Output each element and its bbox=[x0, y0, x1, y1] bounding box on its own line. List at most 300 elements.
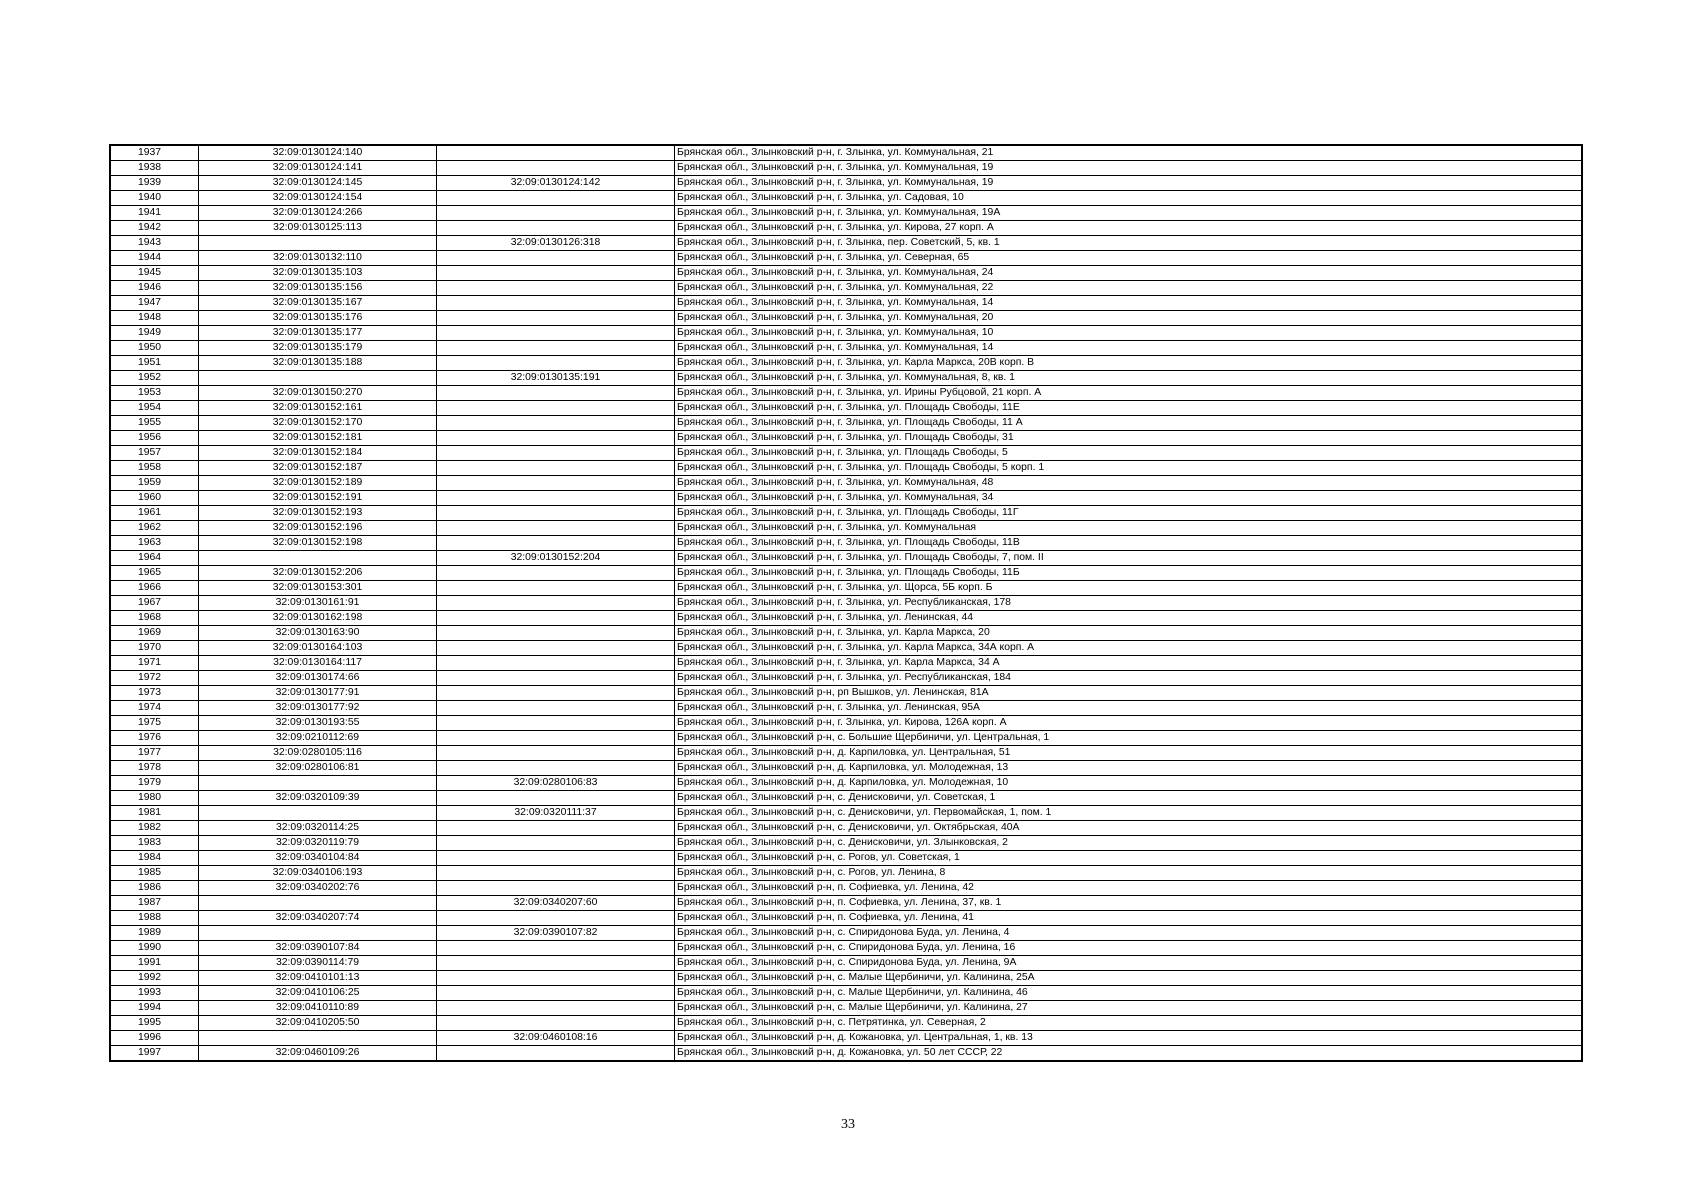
cadastral-number-cell: 32:09:0280106:81 bbox=[199, 761, 437, 776]
row-number-cell: 1953 bbox=[110, 386, 199, 401]
table-row bbox=[110, 866, 1582, 881]
address-cell: Брянская обл., Злынковский р-н, г. Злынка, ул. Площадь Свободы, 11Г bbox=[675, 506, 1583, 521]
address-cell: Брянская обл., Злынковский р-н, г. Злынка, ул. Коммунальная, 22 bbox=[675, 281, 1583, 296]
table-row bbox=[110, 236, 1582, 251]
table-row bbox=[110, 641, 1582, 656]
cadastral-number-cell: 32:09:0130152:198 bbox=[199, 536, 437, 551]
parent-cadastral-number-cell bbox=[437, 716, 675, 731]
cadastral-number-cell: 32:09:0130177:91 bbox=[199, 686, 437, 701]
cadastral-number-cell: 32:09:0130152:187 bbox=[199, 461, 437, 476]
table-row bbox=[110, 356, 1582, 371]
table-row bbox=[110, 251, 1582, 266]
cadastral-number-cell: 32:09:0130124:140 bbox=[199, 145, 437, 161]
address-cell: Брянская обл., Злынковский р-н, г. Злынка, ул. Коммунальная, 19 bbox=[675, 176, 1583, 191]
row-number-cell: 1995 bbox=[110, 1016, 199, 1031]
row-number-cell: 1986 bbox=[110, 881, 199, 896]
table-row bbox=[110, 371, 1582, 386]
row-number-cell: 1940 bbox=[110, 191, 199, 206]
row-number-cell: 1982 bbox=[110, 821, 199, 836]
cadastral-number-cell: 32:09:0130132:110 bbox=[199, 251, 437, 266]
table-row bbox=[110, 746, 1582, 761]
cadastral-number-cell: 32:09:0280105:116 bbox=[199, 746, 437, 761]
parent-cadastral-number-cell bbox=[437, 656, 675, 671]
cadastral-number-cell: 32:09:0130164:117 bbox=[199, 656, 437, 671]
cadastral-number-cell: 32:09:0130135:167 bbox=[199, 296, 437, 311]
row-number-cell: 1966 bbox=[110, 581, 199, 596]
cadastral-number-cell: 32:09:0130177:92 bbox=[199, 701, 437, 716]
parent-cadastral-number-cell bbox=[437, 266, 675, 281]
parent-cadastral-number-cell bbox=[437, 641, 675, 656]
parent-cadastral-number-cell bbox=[437, 941, 675, 956]
address-cell: Брянская обл., Злынковский р-н, д. Карпиловка, ул. Центральная, 51 bbox=[675, 746, 1583, 761]
address-cell: Брянская обл., Злынковский р-н, с. Спиридонова Буда, ул. Ленина, 16 bbox=[675, 941, 1583, 956]
parent-cadastral-number-cell bbox=[437, 881, 675, 896]
parent-cadastral-number-cell bbox=[437, 446, 675, 461]
table-row bbox=[110, 791, 1582, 806]
cadastral-number-cell: 32:09:0320114:25 bbox=[199, 821, 437, 836]
row-number-cell: 1964 bbox=[110, 551, 199, 566]
cadastral-number-cell: 32:09:0130135:156 bbox=[199, 281, 437, 296]
table-row bbox=[110, 1031, 1582, 1046]
parent-cadastral-number-cell bbox=[437, 596, 675, 611]
row-number-cell: 1973 bbox=[110, 686, 199, 701]
address-cell: Брянская обл., Злынковский р-н, г. Злынка, ул. Площадь Свободы, 11Б bbox=[675, 566, 1583, 581]
cadastral-number-cell: 32:09:0130152:191 bbox=[199, 491, 437, 506]
table-row bbox=[110, 581, 1582, 596]
address-cell: Брянская обл., Злынковский р-н, п. Софиевка, ул. Ленина, 37, кв. 1 bbox=[675, 896, 1583, 911]
parent-cadastral-number-cell bbox=[437, 701, 675, 716]
table-row bbox=[110, 956, 1582, 971]
address-cell: Брянская обл., Злынковский р-н, г. Злынка, ул. Коммунальная, 19А bbox=[675, 206, 1583, 221]
cadastral-number-cell: 32:09:0130174:66 bbox=[199, 671, 437, 686]
table-row bbox=[110, 926, 1582, 941]
cadastral-number-cell: 32:09:0130135:177 bbox=[199, 326, 437, 341]
row-number-cell: 1943 bbox=[110, 236, 199, 251]
address-cell: Брянская обл., Злынковский р-н, г. Злынка, ул. Коммунальная, 48 bbox=[675, 476, 1583, 491]
registry-table bbox=[109, 144, 1583, 1062]
row-number-cell: 1970 bbox=[110, 641, 199, 656]
row-number-cell: 1969 bbox=[110, 626, 199, 641]
cadastral-number-cell: 32:09:0410110:89 bbox=[199, 1001, 437, 1016]
row-number-cell: 1985 bbox=[110, 866, 199, 881]
row-number-cell: 1956 bbox=[110, 431, 199, 446]
parent-cadastral-number-cell bbox=[437, 341, 675, 356]
table-row bbox=[110, 986, 1582, 1001]
row-number-cell: 1968 bbox=[110, 611, 199, 626]
parent-cadastral-number-cell: 32:09:0130126:318 bbox=[437, 236, 675, 251]
parent-cadastral-number-cell bbox=[437, 686, 675, 701]
address-cell: Брянская обл., Злынковский р-н, с. Большие Щербиничи, ул. Центральная, 1 bbox=[675, 731, 1583, 746]
table-row bbox=[110, 296, 1582, 311]
parent-cadastral-number-cell bbox=[437, 251, 675, 266]
parent-cadastral-number-cell: 32:09:0130152:204 bbox=[437, 551, 675, 566]
address-cell: Брянская обл., Злынковский р-н, г. Злынка, ул. Коммунальная, 20 bbox=[675, 311, 1583, 326]
row-number-cell: 1980 bbox=[110, 791, 199, 806]
parent-cadastral-number-cell bbox=[437, 1046, 675, 1062]
row-number-cell: 1947 bbox=[110, 296, 199, 311]
parent-cadastral-number-cell bbox=[437, 461, 675, 476]
table-row bbox=[110, 341, 1582, 356]
parent-cadastral-number-cell bbox=[437, 326, 675, 341]
cadastral-number-cell: 32:09:0340106:193 bbox=[199, 866, 437, 881]
row-number-cell: 1989 bbox=[110, 926, 199, 941]
parent-cadastral-number-cell bbox=[437, 491, 675, 506]
table-row bbox=[110, 716, 1582, 731]
cadastral-number-cell: 32:09:0130152:184 bbox=[199, 446, 437, 461]
row-number-cell: 1951 bbox=[110, 356, 199, 371]
parent-cadastral-number-cell bbox=[437, 626, 675, 641]
address-cell: Брянская обл., Злынковский р-н, п. Софиевка, ул. Ленина, 41 bbox=[675, 911, 1583, 926]
cadastral-number-cell: 32:09:0410106:25 bbox=[199, 986, 437, 1001]
table-row bbox=[110, 551, 1582, 566]
row-number-cell: 1977 bbox=[110, 746, 199, 761]
address-cell: Брянская обл., Злынковский р-н, г. Злынка, пер. Советский, 5, кв. 1 bbox=[675, 236, 1583, 251]
table-row bbox=[110, 326, 1582, 341]
row-number-cell: 1979 bbox=[110, 776, 199, 791]
cadastral-number-cell bbox=[199, 776, 437, 791]
registry-table-body bbox=[110, 145, 1582, 1061]
address-cell: Брянская обл., Злынковский р-н, г. Злынка, ул. Коммунальная, 14 bbox=[675, 341, 1583, 356]
parent-cadastral-number-cell bbox=[437, 221, 675, 236]
parent-cadastral-number-cell bbox=[437, 145, 675, 161]
parent-cadastral-number-cell: 32:09:0130124:142 bbox=[437, 176, 675, 191]
table-row bbox=[110, 476, 1582, 491]
parent-cadastral-number-cell bbox=[437, 671, 675, 686]
parent-cadastral-number-cell: 32:09:0460108:16 bbox=[437, 1031, 675, 1046]
row-number-cell: 1996 bbox=[110, 1031, 199, 1046]
table-row bbox=[110, 566, 1582, 581]
row-number-cell: 1972 bbox=[110, 671, 199, 686]
table-row bbox=[110, 701, 1582, 716]
row-number-cell: 1942 bbox=[110, 221, 199, 236]
parent-cadastral-number-cell bbox=[437, 956, 675, 971]
parent-cadastral-number-cell bbox=[437, 536, 675, 551]
table-row bbox=[110, 761, 1582, 776]
address-cell: Брянская обл., Злынковский р-н, г. Злынка, ул. Коммунальная, 19 bbox=[675, 161, 1583, 176]
row-number-cell: 1950 bbox=[110, 341, 199, 356]
parent-cadastral-number-cell bbox=[437, 986, 675, 1001]
parent-cadastral-number-cell: 32:09:0390107:82 bbox=[437, 926, 675, 941]
cadastral-number-cell: 32:09:0130150:270 bbox=[199, 386, 437, 401]
table-row bbox=[110, 941, 1582, 956]
address-cell: Брянская обл., Злынковский р-н, г. Злынка, ул. Коммунальная, 14 bbox=[675, 296, 1583, 311]
table-row bbox=[110, 386, 1582, 401]
parent-cadastral-number-cell bbox=[437, 746, 675, 761]
parent-cadastral-number-cell bbox=[437, 206, 675, 221]
cadastral-number-cell bbox=[199, 236, 437, 251]
parent-cadastral-number-cell: 32:09:0320111:37 bbox=[437, 806, 675, 821]
row-number-cell: 1957 bbox=[110, 446, 199, 461]
table-row bbox=[110, 506, 1582, 521]
row-number-cell: 1955 bbox=[110, 416, 199, 431]
table-row bbox=[110, 836, 1582, 851]
address-cell: Брянская обл., Злынковский р-н, г. Злынка, ул. Площадь Свободы, 11 А bbox=[675, 416, 1583, 431]
cadastral-number-cell: 32:09:0460109:26 bbox=[199, 1046, 437, 1062]
cadastral-number-cell: 32:09:0340104:84 bbox=[199, 851, 437, 866]
row-number-cell: 1939 bbox=[110, 176, 199, 191]
cadastral-number-cell bbox=[199, 926, 437, 941]
table-row bbox=[110, 281, 1582, 296]
cadastral-number-cell: 32:09:0390107:84 bbox=[199, 941, 437, 956]
cadastral-number-cell bbox=[199, 1031, 437, 1046]
table-row bbox=[110, 536, 1582, 551]
table-row bbox=[110, 401, 1582, 416]
row-number-cell: 1987 bbox=[110, 896, 199, 911]
row-number-cell: 1967 bbox=[110, 596, 199, 611]
parent-cadastral-number-cell bbox=[437, 821, 675, 836]
table-row bbox=[110, 776, 1582, 791]
address-cell: Брянская обл., Злынковский р-н, с. Малые Щербиничи, ул. Калинина, 27 bbox=[675, 1001, 1583, 1016]
parent-cadastral-number-cell bbox=[437, 1001, 675, 1016]
table-row bbox=[110, 821, 1582, 836]
parent-cadastral-number-cell bbox=[437, 161, 675, 176]
table-row bbox=[110, 1046, 1582, 1062]
cadastral-number-cell: 32:09:0130135:103 bbox=[199, 266, 437, 281]
row-number-cell: 1938 bbox=[110, 161, 199, 176]
table-row bbox=[110, 521, 1582, 536]
address-cell: Брянская обл., Злынковский р-н, д. Карпиловка, ул. Молодежная, 13 bbox=[675, 761, 1583, 776]
address-cell: Брянская обл., Злынковский р-н, г. Злынка, ул. Карла Маркса, 34 А bbox=[675, 656, 1583, 671]
cadastral-number-cell: 32:09:0130152:189 bbox=[199, 476, 437, 491]
address-cell: Брянская обл., Злынковский р-н, г. Злынка, ул. Карла Маркса, 20 bbox=[675, 626, 1583, 641]
row-number-cell: 1960 bbox=[110, 491, 199, 506]
table-row bbox=[110, 611, 1582, 626]
parent-cadastral-number-cell bbox=[437, 311, 675, 326]
cadastral-number-cell: 32:09:0130152:206 bbox=[199, 566, 437, 581]
cadastral-number-cell: 32:09:0340207:74 bbox=[199, 911, 437, 926]
cadastral-number-cell: 32:09:0130135:176 bbox=[199, 311, 437, 326]
address-cell: Брянская обл., Злынковский р-н, г. Злынка, ул. Коммунальная bbox=[675, 521, 1583, 536]
parent-cadastral-number-cell bbox=[437, 416, 675, 431]
parent-cadastral-number-cell bbox=[437, 296, 675, 311]
cadastral-number-cell: 32:09:0130193:55 bbox=[199, 716, 437, 731]
table-row bbox=[110, 431, 1582, 446]
row-number-cell: 1952 bbox=[110, 371, 199, 386]
row-number-cell: 1948 bbox=[110, 311, 199, 326]
table-row bbox=[110, 851, 1582, 866]
cadastral-number-cell: 32:09:0130152:161 bbox=[199, 401, 437, 416]
address-cell: Брянская обл., Злынковский р-н, г. Злынка, ул. Коммунальная, 10 bbox=[675, 326, 1583, 341]
address-cell: Брянская обл., Злынковский р-н, г. Злынка, ул. Коммунальная, 34 bbox=[675, 491, 1583, 506]
row-number-cell: 1945 bbox=[110, 266, 199, 281]
cadastral-number-cell: 32:09:0130164:103 bbox=[199, 641, 437, 656]
table-row bbox=[110, 1001, 1582, 1016]
cadastral-number-cell bbox=[199, 896, 437, 911]
table-row bbox=[110, 626, 1582, 641]
address-cell: Брянская обл., Злынковский р-н, г. Злынка, ул. Кирова, 27 корп. А bbox=[675, 221, 1583, 236]
row-number-cell: 1937 bbox=[110, 145, 199, 161]
row-number-cell: 1963 bbox=[110, 536, 199, 551]
cadastral-number-cell: 32:09:0130162:198 bbox=[199, 611, 437, 626]
row-number-cell: 1949 bbox=[110, 326, 199, 341]
cadastral-number-cell: 32:09:0130152:196 bbox=[199, 521, 437, 536]
cadastral-number-cell bbox=[199, 371, 437, 386]
address-cell: Брянская обл., Злынковский р-н, с. Петрятинка, ул. Северная, 2 bbox=[675, 1016, 1583, 1031]
table-row bbox=[110, 191, 1582, 206]
table-row bbox=[110, 266, 1582, 281]
cadastral-number-cell: 32:09:0130135:188 bbox=[199, 356, 437, 371]
address-cell: Брянская обл., Злынковский р-н, с. Денисковичи, ул. Первомайская, 1, пом. 1 bbox=[675, 806, 1583, 821]
row-number-cell: 1954 bbox=[110, 401, 199, 416]
address-cell: Брянская обл., Злынковский р-н, с. Малые Щербиничи, ул. Калинина, 46 bbox=[675, 986, 1583, 1001]
table-row bbox=[110, 1016, 1582, 1031]
address-cell: Брянская обл., Злынковский р-н, с. Рогов, ул. Ленина, 8 bbox=[675, 866, 1583, 881]
cadastral-number-cell: 32:09:0130124:266 bbox=[199, 206, 437, 221]
address-cell: Брянская обл., Злынковский р-н, г. Злынка, ул. Площадь Свободы, 5 корп. 1 bbox=[675, 461, 1583, 476]
address-cell: Брянская обл., Злынковский р-н, д. Кожановка, ул. 50 лет СССР, 22 bbox=[675, 1046, 1583, 1062]
cadastral-number-cell: 32:09:0130152:170 bbox=[199, 416, 437, 431]
parent-cadastral-number-cell bbox=[437, 191, 675, 206]
cadastral-number-cell: 32:09:0130161:91 bbox=[199, 596, 437, 611]
page-number: 33 bbox=[841, 1117, 855, 1132]
parent-cadastral-number-cell bbox=[437, 866, 675, 881]
cadastral-number-cell: 32:09:0130124:141 bbox=[199, 161, 437, 176]
table-row bbox=[110, 416, 1582, 431]
parent-cadastral-number-cell bbox=[437, 851, 675, 866]
row-number-cell: 1959 bbox=[110, 476, 199, 491]
address-cell: Брянская обл., Злынковский р-н, г. Злынка, ул. Ленинская, 95А bbox=[675, 701, 1583, 716]
table-row bbox=[110, 461, 1582, 476]
parent-cadastral-number-cell bbox=[437, 281, 675, 296]
address-cell: Брянская обл., Злынковский р-н, г. Злынка, ул. Садовая, 10 bbox=[675, 191, 1583, 206]
table-row bbox=[110, 221, 1582, 236]
address-cell: Брянская обл., Злынковский р-н, рп Вышков, ул. Ленинская, 81А bbox=[675, 686, 1583, 701]
address-cell: Брянская обл., Злынковский р-н, г. Злынка, ул. Республиканская, 184 bbox=[675, 671, 1583, 686]
address-cell: Брянская обл., Злынковский р-н, г. Злынка, ул. Карла Маркса, 20В корп. В bbox=[675, 356, 1583, 371]
parent-cadastral-number-cell bbox=[437, 566, 675, 581]
row-number-cell: 1958 bbox=[110, 461, 199, 476]
cadastral-number-cell: 32:09:0130152:193 bbox=[199, 506, 437, 521]
row-number-cell: 1997 bbox=[110, 1046, 199, 1062]
parent-cadastral-number-cell: 32:09:0130135:191 bbox=[437, 371, 675, 386]
parent-cadastral-number-cell bbox=[437, 791, 675, 806]
row-number-cell: 1983 bbox=[110, 836, 199, 851]
cadastral-number-cell: 32:09:0210112:69 bbox=[199, 731, 437, 746]
parent-cadastral-number-cell bbox=[437, 761, 675, 776]
row-number-cell: 1981 bbox=[110, 806, 199, 821]
row-number-cell: 1961 bbox=[110, 506, 199, 521]
address-cell: Брянская обл., Злынковский р-н, д. Карпиловка, ул. Молодежная, 10 bbox=[675, 776, 1583, 791]
row-number-cell: 1941 bbox=[110, 206, 199, 221]
cadastral-number-cell: 32:09:0390114:79 bbox=[199, 956, 437, 971]
row-number-cell: 1962 bbox=[110, 521, 199, 536]
row-number-cell: 1994 bbox=[110, 1001, 199, 1016]
row-number-cell: 1975 bbox=[110, 716, 199, 731]
table-row bbox=[110, 656, 1582, 671]
address-cell: Брянская обл., Злынковский р-н, г. Злынка, ул. Северная, 65 bbox=[675, 251, 1583, 266]
row-number-cell: 1976 bbox=[110, 731, 199, 746]
table-row bbox=[110, 176, 1582, 191]
cadastral-number-cell: 32:09:0130135:179 bbox=[199, 341, 437, 356]
address-cell: Брянская обл., Злынковский р-н, с. Денисковичи, ул. Злынковская, 2 bbox=[675, 836, 1583, 851]
address-cell: Брянская обл., Злынковский р-н, г. Злынка, ул. Карла Маркса, 34А корп. А bbox=[675, 641, 1583, 656]
row-number-cell: 1978 bbox=[110, 761, 199, 776]
address-cell: Брянская обл., Злынковский р-н, п. Софиевка, ул. Ленина, 42 bbox=[675, 881, 1583, 896]
address-cell: Брянская обл., Злынковский р-н, г. Злынка, ул. Республиканская, 178 bbox=[675, 596, 1583, 611]
parent-cadastral-number-cell bbox=[437, 911, 675, 926]
address-cell: Брянская обл., Злынковский р-н, г. Злынка, ул. Щорса, 5Б корп. Б bbox=[675, 581, 1583, 596]
address-cell: Брянская обл., Злынковский р-н, г. Злынка, ул. Площадь Свободы, 5 bbox=[675, 446, 1583, 461]
table-row bbox=[110, 806, 1582, 821]
table-row bbox=[110, 446, 1582, 461]
cadastral-number-cell bbox=[199, 806, 437, 821]
table-row bbox=[110, 911, 1582, 926]
address-cell: Брянская обл., Злынковский р-н, г. Злынка, ул. Ирины Рубцовой, 21 корп. А bbox=[675, 386, 1583, 401]
cadastral-number-cell: 32:09:0130124:154 bbox=[199, 191, 437, 206]
table-row bbox=[110, 491, 1582, 506]
address-cell: Брянская обл., Злынковский р-н, с. Спиридонова Буда, ул. Ленина, 4 bbox=[675, 926, 1583, 941]
table-row bbox=[110, 881, 1582, 896]
parent-cadastral-number-cell bbox=[437, 521, 675, 536]
row-number-cell: 1984 bbox=[110, 851, 199, 866]
cadastral-number-cell: 32:09:0130125:113 bbox=[199, 221, 437, 236]
row-number-cell: 1944 bbox=[110, 251, 199, 266]
parent-cadastral-number-cell bbox=[437, 506, 675, 521]
row-number-cell: 1965 bbox=[110, 566, 199, 581]
parent-cadastral-number-cell: 32:09:0340207:60 bbox=[437, 896, 675, 911]
row-number-cell: 1971 bbox=[110, 656, 199, 671]
address-cell: Брянская обл., Злынковский р-н, с. Денисковичи, ул. Октябрьская, 40А bbox=[675, 821, 1583, 836]
parent-cadastral-number-cell bbox=[437, 401, 675, 416]
address-cell: Брянская обл., Злынковский р-н, д. Кожановка, ул. Центральная, 1, кв. 13 bbox=[675, 1031, 1583, 1046]
table-row bbox=[110, 145, 1582, 161]
address-cell: Брянская обл., Злынковский р-н, г. Злынка, ул. Площадь Свободы, 11В bbox=[675, 536, 1583, 551]
address-cell: Брянская обл., Злынковский р-н, с. Спиридонова Буда, ул. Ленина, 9А bbox=[675, 956, 1583, 971]
row-number-cell: 1990 bbox=[110, 941, 199, 956]
parent-cadastral-number-cell bbox=[437, 611, 675, 626]
parent-cadastral-number-cell bbox=[437, 1016, 675, 1031]
parent-cadastral-number-cell bbox=[437, 386, 675, 401]
parent-cadastral-number-cell bbox=[437, 356, 675, 371]
table-row bbox=[110, 686, 1582, 701]
cadastral-number-cell: 32:09:0410101:13 bbox=[199, 971, 437, 986]
table-row bbox=[110, 596, 1582, 611]
address-cell: Брянская обл., Злынковский р-н, с. Рогов, ул. Советская, 1 bbox=[675, 851, 1583, 866]
cadastral-number-cell: 32:09:0130153:301 bbox=[199, 581, 437, 596]
table-row bbox=[110, 206, 1582, 221]
row-number-cell: 1993 bbox=[110, 986, 199, 1001]
address-cell: Брянская обл., Злынковский р-н, г. Злынка, ул. Коммунальная, 21 bbox=[675, 145, 1583, 161]
address-cell: Брянская обл., Злынковский р-н, г. Злынка, ул. Коммунальная, 8, кв. 1 bbox=[675, 371, 1583, 386]
row-number-cell: 1946 bbox=[110, 281, 199, 296]
row-number-cell: 1991 bbox=[110, 956, 199, 971]
parent-cadastral-number-cell bbox=[437, 581, 675, 596]
address-cell: Брянская обл., Злынковский р-н, г. Злынка, ул. Ленинская, 44 bbox=[675, 611, 1583, 626]
parent-cadastral-number-cell bbox=[437, 476, 675, 491]
row-number-cell: 1992 bbox=[110, 971, 199, 986]
address-cell: Брянская обл., Злынковский р-н, г. Злынка, ул. Площадь Свободы, 11Е bbox=[675, 401, 1583, 416]
table-row bbox=[110, 731, 1582, 746]
table-row bbox=[110, 671, 1582, 686]
address-cell: Брянская обл., Злынковский р-н, с. Денисковичи, ул. Советская, 1 bbox=[675, 791, 1583, 806]
parent-cadastral-number-cell bbox=[437, 836, 675, 851]
parent-cadastral-number-cell bbox=[437, 431, 675, 446]
row-number-cell: 1988 bbox=[110, 911, 199, 926]
address-cell: Брянская обл., Злынковский р-н, г. Злынка, ул. Площадь Свободы, 31 bbox=[675, 431, 1583, 446]
parent-cadastral-number-cell: 32:09:0280106:83 bbox=[437, 776, 675, 791]
cadastral-number-cell: 32:09:0410205:50 bbox=[199, 1016, 437, 1031]
address-cell: Брянская обл., Злынковский р-н, г. Злынка, ул. Кирова, 126А корп. А bbox=[675, 716, 1583, 731]
cadastral-number-cell: 32:09:0130124:145 bbox=[199, 176, 437, 191]
table-row bbox=[110, 311, 1582, 326]
cadastral-number-cell: 32:09:0130163:90 bbox=[199, 626, 437, 641]
address-cell: Брянская обл., Злынковский р-н, г. Злынка, ул. Площадь Свободы, 7, пом. II bbox=[675, 551, 1583, 566]
cadastral-number-cell: 32:09:0320109:39 bbox=[199, 791, 437, 806]
cadastral-number-cell bbox=[199, 551, 437, 566]
table-row bbox=[110, 971, 1582, 986]
cadastral-number-cell: 32:09:0340202:76 bbox=[199, 881, 437, 896]
table-row bbox=[110, 896, 1582, 911]
